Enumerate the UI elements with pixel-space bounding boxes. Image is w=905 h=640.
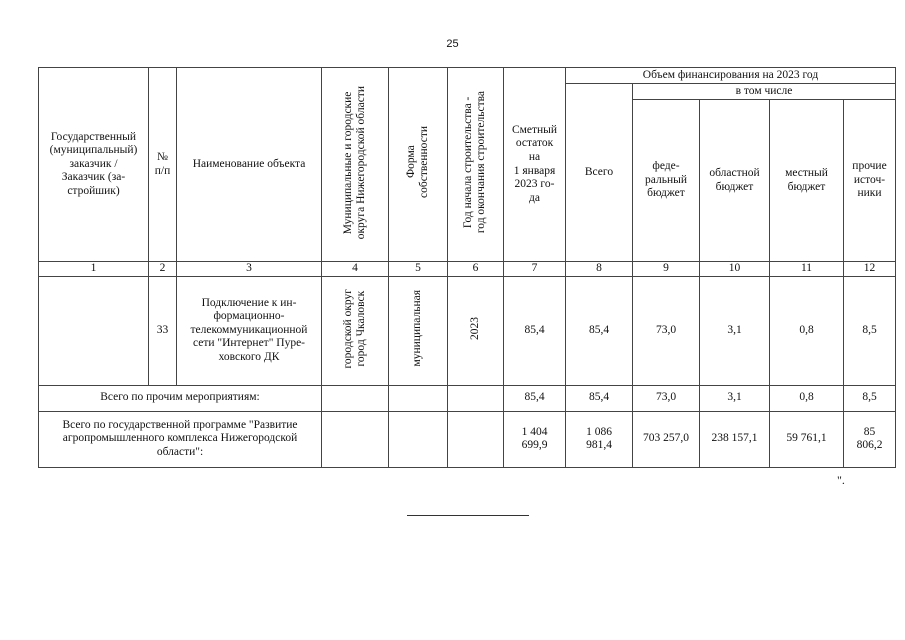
header-municipality-text: Муниципальные и городские округа Нижегородской области xyxy=(341,85,367,239)
column-number: 11 xyxy=(770,262,844,277)
column-number: 6 xyxy=(448,262,504,277)
row-estimate: 85,4 xyxy=(504,276,566,385)
row-years-text: 2023 xyxy=(468,316,481,340)
subtotal-estimate: 85,4 xyxy=(504,385,566,411)
row-federal: 73,0 xyxy=(633,276,700,385)
row-ownership-text: муниципальная xyxy=(411,290,424,367)
header-ownership xyxy=(389,68,448,262)
closing-quote: ". xyxy=(837,473,845,487)
header-local: местный бюджет xyxy=(770,100,844,262)
column-number: 12 xyxy=(844,262,896,277)
column-number: 5 xyxy=(389,262,448,277)
column-number: 3 xyxy=(177,262,322,277)
column-number: 4 xyxy=(322,262,389,277)
grand-total-empty xyxy=(389,411,448,467)
row-total: 85,4 xyxy=(566,276,633,385)
header-years xyxy=(448,68,504,262)
column-number: 7 xyxy=(504,262,566,277)
grand-total-row xyxy=(39,411,896,467)
financing-table xyxy=(38,67,896,468)
grand-total-total: 1 086 981,4 xyxy=(566,411,633,467)
row-object-name: Подключение к ин- формационно- телекоммуникационной сети "Интернет" Пуре- ховского ДК xyxy=(177,276,322,385)
header-estimate: Сметный остаток на 1 января 2023 го- да xyxy=(504,68,566,262)
header-ownership-text: Форма собственности xyxy=(404,126,430,199)
grand-total-estimate: 1 404 699,9 xyxy=(504,411,566,467)
subtotal-local: 0,8 xyxy=(770,385,844,411)
grand-total-empty xyxy=(322,411,389,467)
grand-total-federal: 703 257,0 xyxy=(633,411,700,467)
row-regional: 3,1 xyxy=(700,276,770,385)
header-federal: феде- ральный бюджет xyxy=(633,100,700,262)
header-regional: областной бюджет xyxy=(700,100,770,262)
row-municipality-text: городской округ город Чкаловск xyxy=(341,288,367,369)
row-number: 33 xyxy=(149,276,177,385)
column-number: 10 xyxy=(700,262,770,277)
subtotal-row xyxy=(39,385,896,411)
subtotal-other: 8,5 xyxy=(844,385,896,411)
header-municipality xyxy=(322,68,389,262)
header-total: Всего xyxy=(566,84,633,262)
grand-total-label: Всего по государственной программе "Развитие агропромышленного комплекса Нижегородской области": xyxy=(39,411,322,467)
subtotal-empty xyxy=(389,385,448,411)
row-years xyxy=(448,276,504,385)
header-including: в том числе xyxy=(633,84,896,100)
header-years-text: Год начала строительства - год окончания строительства xyxy=(462,91,488,234)
subtotal-federal: 73,0 xyxy=(633,385,700,411)
subtotal-empty xyxy=(322,385,389,411)
row-local: 0,8 xyxy=(770,276,844,385)
header-other: прочие источ- ники xyxy=(844,100,896,262)
subtotal-total: 85,4 xyxy=(566,385,633,411)
header-financing: Объем финансирования на 2023 год xyxy=(566,68,896,84)
row-ownership xyxy=(389,276,448,385)
grand-total-other: 85 806,2 xyxy=(844,411,896,467)
column-number: 9 xyxy=(633,262,700,277)
row-municipality xyxy=(322,276,389,385)
grand-total-local: 59 761,1 xyxy=(770,411,844,467)
column-number: 1 xyxy=(39,262,149,277)
page-number: 25 xyxy=(446,38,459,50)
grand-total-regional: 238 157,1 xyxy=(700,411,770,467)
footer-divider xyxy=(407,515,529,516)
row-other: 8,5 xyxy=(844,276,896,385)
header-object-name: Наименование объекта xyxy=(177,68,322,262)
table-row xyxy=(39,276,896,385)
subtotal-label: Всего по прочим мероприятиям: xyxy=(39,385,322,411)
column-number: 2 xyxy=(149,262,177,277)
row-customer xyxy=(39,276,149,385)
header-customer: Государственный (муниципальный) заказчик / Заказчик (за- стройшик) xyxy=(39,68,149,262)
subtotal-regional: 3,1 xyxy=(700,385,770,411)
header-number: № п/п xyxy=(149,68,177,262)
column-number: 8 xyxy=(566,262,633,277)
subtotal-empty xyxy=(448,385,504,411)
grand-total-empty xyxy=(448,411,504,467)
column-numbers-row xyxy=(39,262,896,277)
